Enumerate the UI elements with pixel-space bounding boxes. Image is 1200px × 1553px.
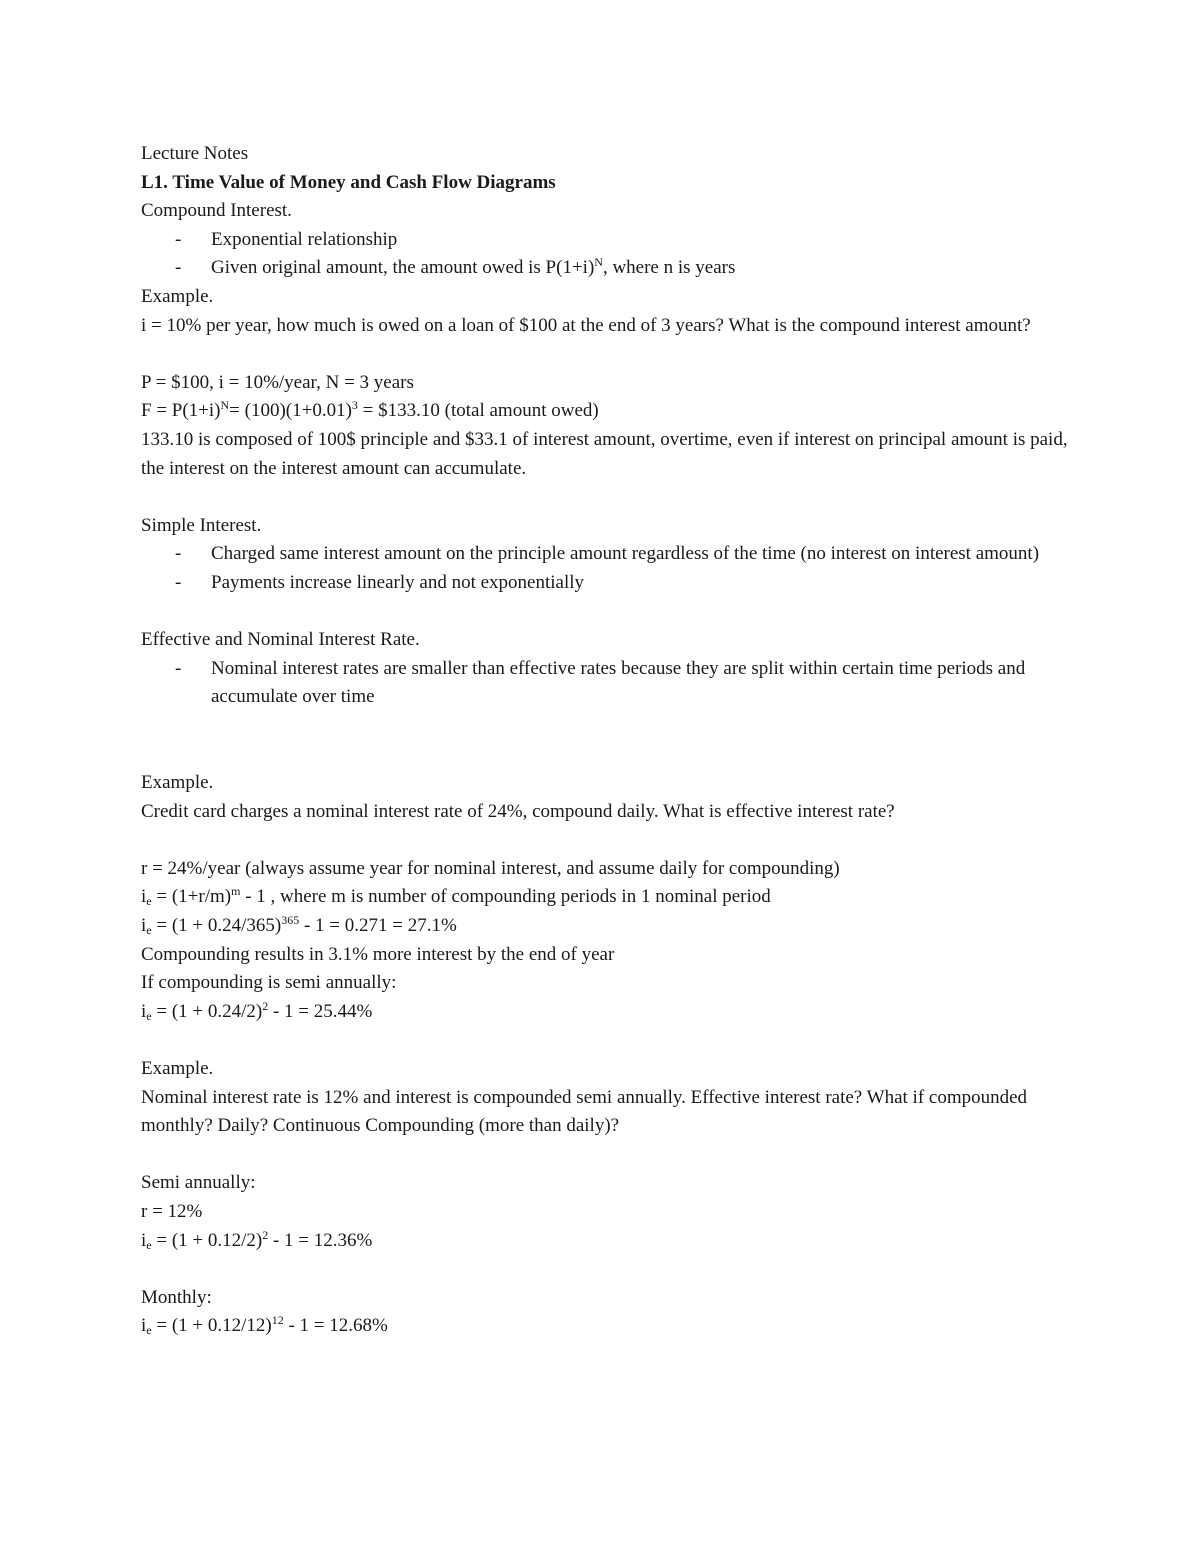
page-title: L1. Time Value of Money and Cash Flow Diagrams: [141, 171, 556, 193]
superscript: 3: [351, 398, 358, 413]
rate-line: r = 12%: [141, 1200, 203, 1222]
monthly-label: Monthly:: [141, 1286, 212, 1308]
given-values: P = $100, i = 10%/year, N = 3 years: [141, 371, 414, 393]
semi-annual-label: Semi annually:: [141, 1172, 256, 1194]
formula-part: = $133.10 (total amount owed): [357, 400, 599, 422]
simple-interest-list: [141, 540, 1071, 597]
formula-line: [141, 1312, 1071, 1341]
dash-bullet: -: [175, 228, 182, 250]
rate-line: r = 24%/year (always assume year for nominal interest, and assume daily for compounding): [141, 857, 840, 879]
dash-bullet: -: [175, 571, 182, 593]
list-item-text: Charged same interest amount on the principle amount regardless of the time (no interest on interest amount): [211, 543, 1040, 565]
list-item: [175, 226, 1071, 255]
formula-line: [141, 998, 1071, 1027]
formula-part: i: [141, 1315, 147, 1337]
example-label: Example.: [141, 285, 214, 307]
formula-line: [141, 912, 1071, 941]
dash-bullet: -: [175, 257, 182, 279]
document-page: [141, 140, 1071, 1341]
superscript: 365: [281, 913, 300, 928]
list-item-text: Payments increase linearly and not exponentially: [211, 571, 585, 593]
superscript: N: [220, 398, 230, 413]
formula-part: = (1 + 0.24/2): [151, 1000, 263, 1022]
semi-annual-question: If compounding is semi annually:: [141, 972, 397, 994]
formula-part: - 1 = 12.68%: [283, 1315, 388, 1337]
formula-part: i: [141, 915, 147, 937]
dash-bullet: -: [175, 657, 182, 679]
list-item: [175, 569, 1071, 598]
example-question: Credit card charges a nominal interest rate of 24%, compound daily. What is effective interest rate?: [141, 800, 895, 822]
subscript: e: [146, 1237, 152, 1252]
compound-interest-list: [141, 226, 1071, 283]
list-item: [175, 655, 1071, 712]
effective-nominal-list: [141, 655, 1071, 712]
effective-nominal-heading: Effective and Nominal Interest Rate.: [141, 629, 420, 651]
formula-line: [141, 883, 1071, 912]
formula-part: = (100)(1+0.01): [229, 400, 352, 422]
example-label: Example.: [141, 772, 214, 794]
dash-bullet: -: [175, 543, 182, 565]
list-item: [175, 540, 1071, 569]
superscript: 2: [262, 998, 269, 1013]
formula-part: - 1 = 12.36%: [268, 1229, 373, 1251]
example-question: i = 10% per year, how much is owed on a loan of $100 at the end of 3 years? What is the compound interest amount?: [141, 314, 1031, 336]
formula-part: - 1 = 25.44%: [268, 1000, 373, 1022]
formula-part: - 1 , where m is number of compounding periods in 1 nominal period: [240, 886, 771, 908]
simple-interest-heading: Simple Interest.: [141, 514, 262, 536]
formula-part: = (1+r/m): [151, 886, 232, 908]
list-item-text: Nominal interest rates are smaller than effective rates because they are split within certain time periods and accumulate over time: [211, 657, 1026, 708]
list-item-text: Exponential relationship: [211, 228, 398, 250]
formula-part: F = P(1+i): [141, 400, 221, 422]
superscript: 12: [271, 1313, 284, 1328]
formula-part: = (1 + 0.12/12): [151, 1315, 272, 1337]
formula-part: = (1 + 0.12/2): [151, 1229, 263, 1251]
explanation-text: 133.10 is composed of 100$ principle and $33.1 of interest amount, overtime, even if interest on principal amount is paid, the interest on the interest amount can accumulate.: [141, 428, 1068, 479]
formula-part: - 1 = 0.271 = 27.1%: [299, 915, 457, 937]
subscript: e: [146, 1323, 152, 1338]
superscript: m: [231, 884, 241, 899]
list-item-text: Given original amount, the amount owed is P(1+i): [211, 257, 595, 279]
result-text: Compounding results in 3.1% more interest by the end of year: [141, 943, 615, 965]
subscript: e: [146, 923, 152, 938]
list-item: [175, 254, 1071, 283]
compound-interest-heading: Compound Interest.: [141, 200, 292, 222]
formula-part: = (1 + 0.24/365): [151, 915, 282, 937]
formula-line: [141, 1227, 1071, 1256]
formula-part: i: [141, 886, 147, 908]
subscript: e: [146, 1008, 152, 1023]
subscript: e: [146, 894, 152, 909]
header-text: Lecture Notes: [141, 143, 249, 164]
formula-part: i: [141, 1229, 147, 1251]
example-question: Nominal interest rate is 12% and interest is compounded semi annually. Effective interest rate? What if compounded monthly? Daily? Continuous Compounding (more than daily)?: [141, 1086, 1028, 1137]
list-item-text: , where n is years: [602, 257, 736, 279]
formula-line: [141, 397, 1071, 426]
superscript: N: [594, 255, 603, 270]
example-label: Example.: [141, 1058, 214, 1079]
superscript: 2: [262, 1227, 269, 1242]
formula-part: i: [141, 1000, 147, 1022]
